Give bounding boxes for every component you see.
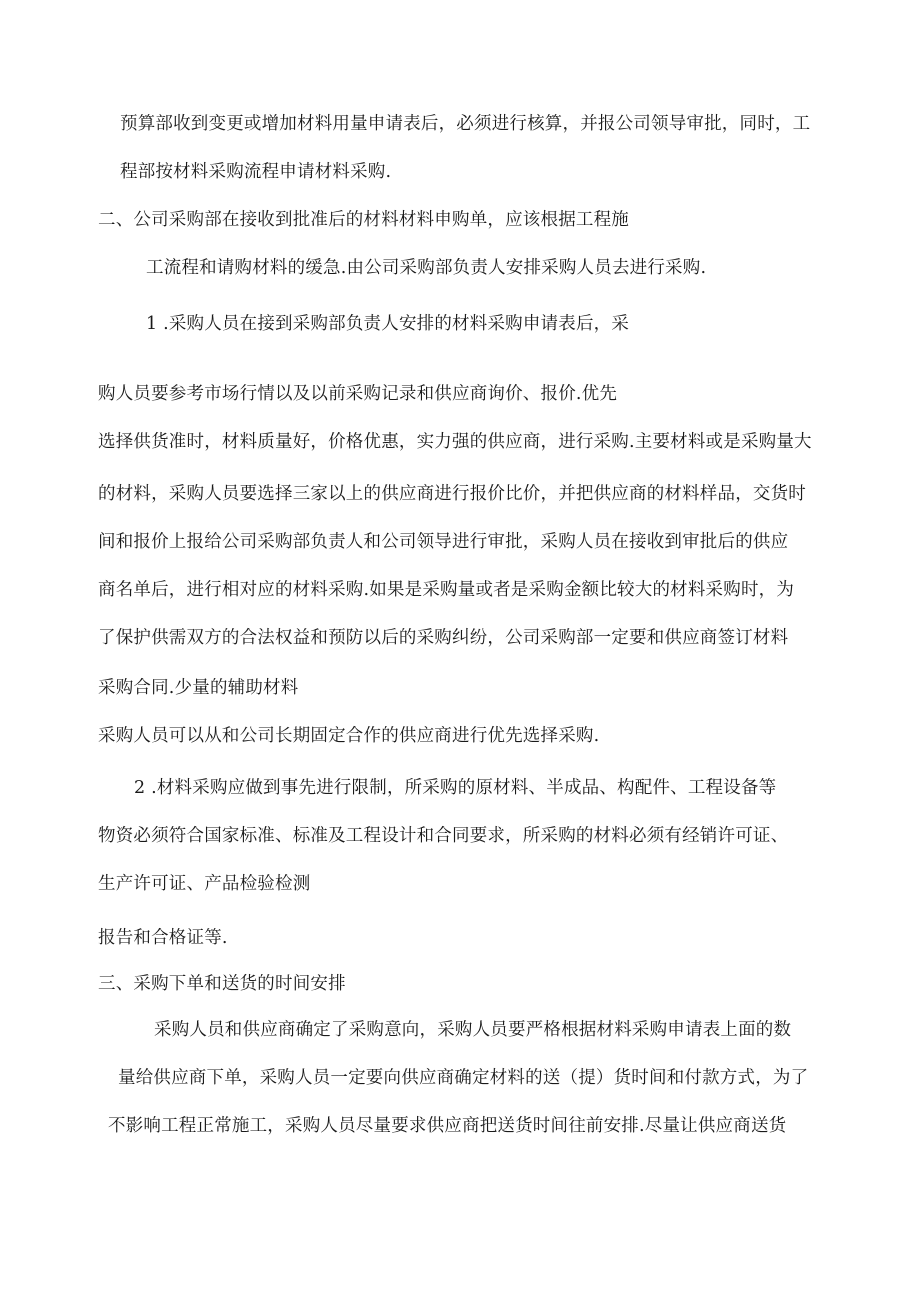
text-line: 程部按材料采购流程申请材料采购. <box>120 162 392 182</box>
text-line: 间和报价上报给公司采购部负责人和公司领导进行审批，采购人员在接收到审批后的供应 <box>98 532 789 552</box>
text-line: 采购合同.少量的辅助材料 <box>98 678 299 698</box>
text-line: 选择供货准时，材料质量好，价格优惠，实力强的供应商，进行采购.主要材料或是采购量大 <box>98 432 812 452</box>
text-line: 生产许可证、产品检验检测 <box>98 874 311 894</box>
text-line: 购人员要参考市场行情以及以前采购记录和供应商询价、报价.优先 <box>98 384 618 404</box>
text-line: 商名单后，进行相对应的材料采购.如果是采购量或者是采购金额比较大的材料采购时，为 <box>98 580 795 600</box>
text-line: 不影响工程正常施工，采购人员尽量要求供应商把送货时间往前安排.尽量让供应商送货 <box>108 1116 787 1136</box>
text-line: 采购人员可以从和公司长期固定合作的供应商进行优先选择采购. <box>98 726 600 746</box>
numbered-item: 2 .材料采购应做到事先进行限制，所采购的原材料、半成品、构配件、工程设备等 <box>134 778 777 798</box>
text-line: 报告和合格证等. <box>98 928 228 948</box>
text-line: 采购人员和供应商确定了采购意向，采购人员要严格根据材料采购申请表上面的数 <box>154 1020 792 1040</box>
text-line: 预算部收到变更或增加材料用量申请表后，必须进行核算，并报公司领导审批，同时，工 <box>120 114 811 134</box>
text-line: 工流程和请购材料的缓急.由公司采购部负责人安排采购人员去进行采购. <box>146 258 707 278</box>
section-heading: 三、采购下单和送货的时间安排 <box>98 974 346 994</box>
text-line: 量给供应商下单，采购人员一定要向供应商确定材料的送（提）货时间和付款方式，为了 <box>118 1068 809 1088</box>
text-line: 了保护供需双方的合法权益和预防以后的采购纠纷，公司采购部一定要和供应商签订材料 <box>98 628 789 648</box>
text-line: 物资必须符合国家标准、标准及工程设计和合同要求，所采购的材料必须有经销许可证、 <box>98 826 789 846</box>
section-heading: 二、公司采购部在接收到批准后的材料材料申购单，应该根据工程施 <box>98 210 629 230</box>
text-line: 的材料，采购人员要选择三家以上的供应商进行报价比价，并把供应商的材料样品，交货时 <box>98 484 806 504</box>
numbered-item: 1 .采购人员在接到采购部负责人安排的材料采购申请表后，采 <box>146 314 630 334</box>
